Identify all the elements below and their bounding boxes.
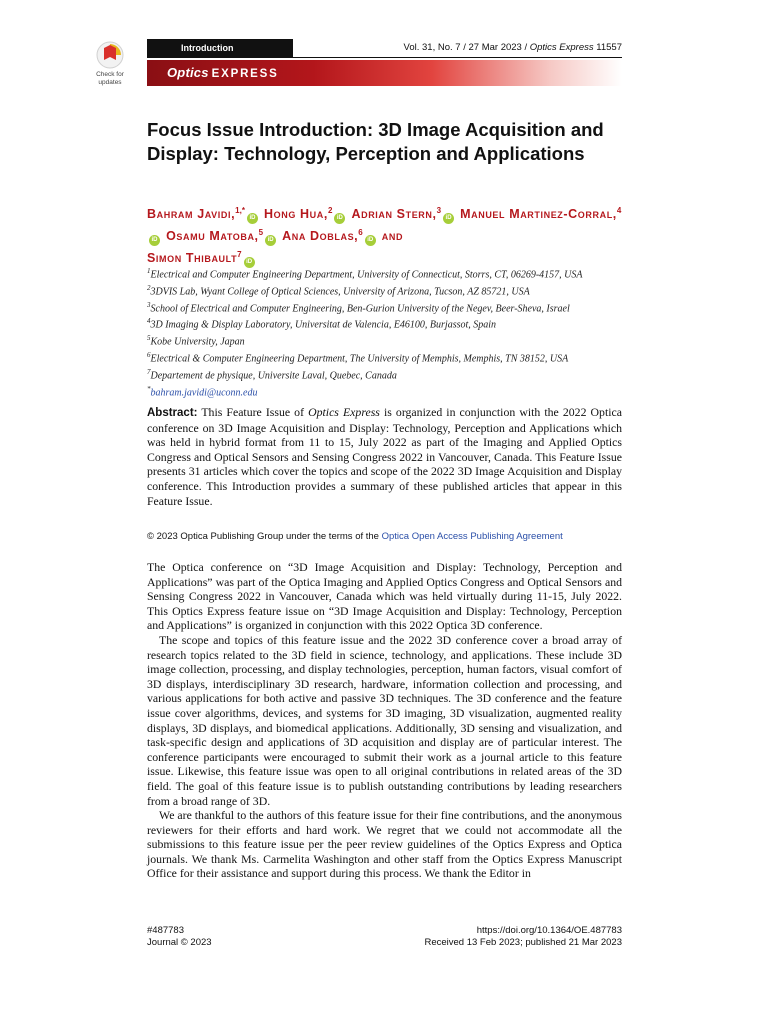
author-list — [147, 202, 627, 268]
orcid-icon[interactable]: iD — [365, 235, 376, 246]
orcid-icon[interactable]: iD — [149, 235, 160, 246]
author-affil-sup: 3 — [436, 206, 442, 215]
affil-text: Departement de physique, Universite Laval, Quebec, Canada — [150, 370, 397, 382]
orcid-icon[interactable]: iD — [244, 257, 255, 268]
abstract-text-1: This Feature Issue of — [197, 405, 309, 419]
corresponding-email[interactable] — [147, 383, 625, 400]
author-name: Hong Hua, — [264, 207, 328, 222]
authors-conjunction: and — [381, 229, 404, 244]
body-text — [147, 560, 622, 881]
page-number: 11557 — [596, 42, 622, 53]
journal-copyright: Journal © 2023 — [147, 937, 212, 948]
logo-express: EXPRESS — [211, 68, 279, 80]
citation-prefix: Vol. 31, No. 7 / 27 Mar 2023 / — [403, 42, 530, 53]
orcid-icon[interactable]: iD — [247, 213, 258, 224]
received-published-dates: Received 13 Feb 2023; published 21 Mar 2023 — [424, 937, 622, 948]
affiliation-item — [147, 349, 625, 366]
check-for-updates-badge[interactable] — [88, 40, 132, 86]
author-name: Manuel Martinez-Corral, — [460, 207, 617, 222]
affil-sup: 7 — [147, 367, 151, 376]
body-paragraph: We are thankful to the authors of this feature issue for their fine contributions, and the anonymous reviewers for their efforts and hard work. We regret that we could not accommodate all the submissions to this feature issue per the peer review guidelines of the Optics Express and Optica journals. We thank Ms. Carmelita Washington and other staff from the Optics Express Manuscript Office for their assistance and support during this process. We thank the Editor in — [147, 808, 622, 881]
section-label: Introduction — [181, 43, 234, 53]
author-affil-sup: 2 — [327, 206, 333, 215]
author-affil-sup: 7 — [237, 250, 242, 260]
affil-sup: 2 — [147, 283, 151, 292]
abstract-text-2: is organized in conjunction with the 2022 Optica conference on 3D Image Acquisition and Display: Technology, Perception and Applications which was held in hybrid format from 11 to 15, July 2022 as part of the Imaging and Applied Optics Congress and Optical Sensors and Sensing Congress 2022 in Vancouver, Canada. This Feature Issue presents 31 articles which cover the topics and scope of the 2022 3D Image Acquisition and Display conference. This Introduction provides a summary of these published articles that appear in this Feature Issue. — [147, 405, 622, 508]
header-rule — [293, 57, 622, 58]
author-affil-sup: 6 — [358, 228, 363, 238]
email-sup: * — [147, 384, 151, 393]
abstract-label: Abstract: — [147, 407, 198, 419]
affil-sup: 5 — [147, 334, 151, 343]
affiliation-item — [147, 366, 625, 383]
article-id: #487783 — [147, 925, 184, 936]
citation-journal: Optics Express — [529, 42, 594, 53]
affil-text: School of Electrical and Computer Engineering, Ben-Gurion University of the Negev, Beer-Sheva, Israel — [150, 302, 570, 314]
affil-text: 3DVIS Lab, Wyant College of Optical Sciences, University of Arizona, Tucson, AZ 85721, USA — [150, 286, 530, 298]
footer-right — [424, 925, 622, 949]
affil-text: 3D Imaging & Display Laboratory, Universitat de Valencia, E46100, Burjassot, Spain — [150, 319, 497, 331]
running-header — [147, 39, 622, 58]
badge-text-line2: updates — [98, 79, 122, 86]
orcid-icon[interactable]: iD — [334, 213, 345, 224]
badge-text-line1: Check for — [96, 71, 124, 78]
license-text: © 2023 Optica Publishing Group under the terms of the — [147, 531, 382, 542]
author-name: Simon Thibault — [147, 251, 238, 266]
author-name: Bahram Javidi, — [147, 207, 236, 222]
affil-sup: 4 — [147, 317, 151, 326]
body-paragraph: The Optica conference on “3D Image Acquisition and Display: Technology, Perception and Applications” was part of the Optica Imaging and Applied Optics Congress and Optical Sensors and Sensing Congress 2022 in Vancouver, Canada which was held virtually during 11-15, July 2022. This Optics Express feature issue on “3D Image Acquisition and Display: Technology, Perception and Applications” is organized in conjunction with this 2022 Optica 3D conference. — [147, 560, 622, 633]
abstract-journal: Optics Express — [308, 405, 380, 419]
check-for-updates-icon — [95, 40, 125, 70]
affil-sup: 3 — [147, 300, 151, 309]
affiliation-list — [147, 265, 625, 400]
affil-sup: 1 — [147, 267, 151, 275]
journal-logo — [167, 65, 279, 80]
orcid-icon[interactable]: iD — [265, 235, 276, 246]
section-tab — [147, 39, 293, 58]
affiliation-item — [147, 332, 625, 349]
affil-text: Kobe University, Japan — [150, 336, 245, 348]
affiliation-item — [147, 299, 625, 316]
doi-link[interactable]: https://doi.org/10.1364/OE.487783 — [476, 925, 622, 936]
author-name: Osamu Matoba, — [166, 229, 259, 244]
logo-optics: Optics — [167, 65, 209, 80]
affiliation-item — [147, 282, 625, 299]
affil-text: Electrical & Computer Engineering Department, The University of Memphis, Memphis, TN 38152, USA — [150, 353, 569, 365]
orcid-icon[interactable]: iD — [443, 213, 454, 224]
affiliation-item — [147, 315, 625, 332]
author-name: Ana Doblas, — [282, 229, 359, 244]
affil-sup: 6 — [147, 351, 151, 360]
body-paragraph: The scope and topics of this feature issue and the 2022 3D conference cover a broad array of research topics related to the 3D field in science, technology, and applications. These include 3D image collection, processing, and display technologies, perception, human factors, visual comfort of 3D displays, interdisciplinary 3D research, hardware, information collection and processing, and various applications for both active and passive 3D techniques. The 3D conference and the feature issue cover algorithms, devices, and systems for 3D imaging, 3D visualization, augmented reality displays, 3D displays, and biomedical applications. Additionally, 3D sensing and visualization, and task-specific design and applications of 3D acquisition and display are of particular interest. The conference participants were encouraged to submit their work as a journal article to this feature issue. Likewise, this feature issue was open to all original contributions in related areas of the 3D field. The goal of this feature issue is to publish outstanding contributions by leading researchers from a broad range of 3D. — [147, 632, 622, 808]
affiliation-item — [147, 265, 625, 282]
paper-title: Focus Issue Introduction: 3D Image Acquisition and Display: Technology, Perception and Applications — [147, 119, 604, 164]
author-name: Adrian Stern, — [351, 207, 437, 222]
journal-banner — [147, 60, 622, 86]
author-affil-sup: 1,* — [235, 206, 245, 215]
citation-line — [404, 42, 622, 53]
footer-left — [147, 925, 212, 949]
license-line — [147, 531, 622, 542]
abstract — [147, 405, 622, 508]
license-link[interactable]: Optica Open Access Publishing Agreement — [381, 531, 563, 542]
affil-text: Electrical and Computer Engineering Department, University of Connecticut, Storrs, CT, 06269-4157, USA — [150, 269, 583, 281]
author-affil-sup: 5 — [258, 228, 264, 238]
author-affil-sup: 4 — [616, 206, 622, 215]
email-link[interactable]: bahram.javidi@uconn.edu — [150, 387, 258, 399]
